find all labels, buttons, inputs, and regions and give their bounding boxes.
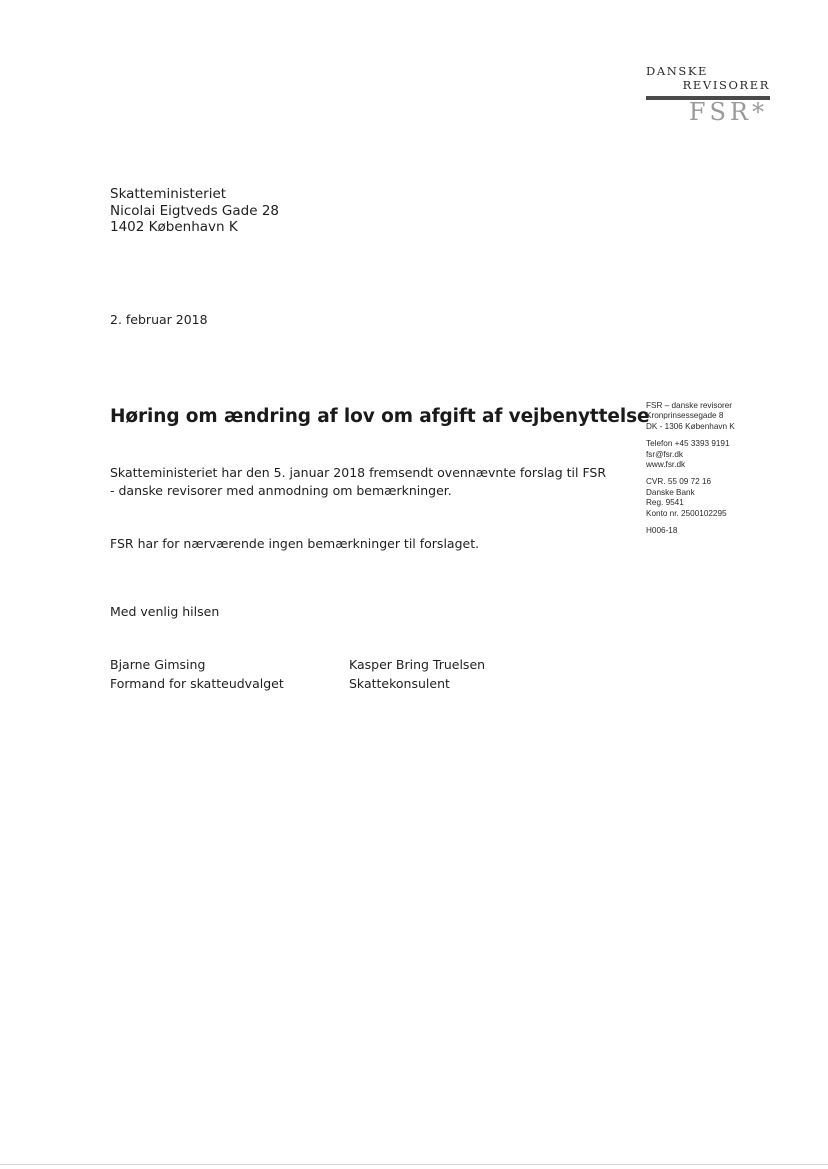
recipient-name: Skatteministeriet	[110, 186, 227, 202]
logo-mark-fsr: FSR*	[688, 98, 768, 126]
sender-address	[646, 401, 796, 432]
sender-contact	[646, 439, 796, 470]
sender-info-sidebar	[646, 401, 796, 543]
scan-edge	[0, 1164, 828, 1165]
closing-greeting: Med venlig hilsen	[110, 604, 220, 619]
signature-block	[110, 655, 284, 693]
sender-web: www.fsr.dk	[646, 460, 686, 470]
signatory-name: Kasper Bring Truelsen	[349, 657, 486, 672]
sender-email: fsr@fsr.dk	[646, 449, 683, 459]
letter-title: Høring om ændring af lov om afgift af vejbenyttelse	[110, 406, 650, 427]
sender-reg: Reg. 9541	[646, 498, 684, 508]
signatory-role: Formand for skatteudvalget	[110, 676, 284, 691]
sender-cvr: CVR. 55 09 72 16	[646, 477, 712, 487]
signature-block	[349, 655, 485, 693]
reference-number	[646, 526, 796, 536]
body-paragraph: FSR har for nærværende ingen bemærkninger til forslaget.	[110, 536, 480, 551]
recipient-address	[110, 186, 279, 236]
letter-date: 2. februar 2018	[110, 312, 208, 327]
sender-konto: Konto nr. 2500102295	[646, 508, 727, 518]
sender-city: DK - 1306 København K	[646, 421, 735, 431]
sender-bank: Danske Bank	[646, 487, 695, 497]
recipient-city: 1402 København K	[110, 219, 238, 235]
recipient-street: Nicolai Eigtveds Gade 28	[110, 202, 280, 219]
sender-street: Kronprinsessegade 8	[646, 411, 724, 421]
logo-text-revisorer: REVISORER	[682, 78, 770, 92]
sender-bank-info	[646, 477, 796, 519]
body-paragraph: Skatteministeriet har den 5. januar 2018 fremsendt ovennævnte forslag til FSR - danske revisorer med anmodning om bemærkninger.	[110, 465, 607, 498]
signatory-name: Bjarne Gimsing	[110, 657, 206, 672]
fsr-logo	[646, 64, 770, 128]
sender-org: FSR – danske revisorer	[646, 401, 733, 410]
sender-phone: Telefon +45 3393 9191	[646, 439, 730, 449]
reference-code: H006-18	[646, 526, 678, 536]
signatory-role: Skattekonsulent	[349, 676, 450, 691]
logo-text-danske: DANSKE	[646, 64, 709, 78]
